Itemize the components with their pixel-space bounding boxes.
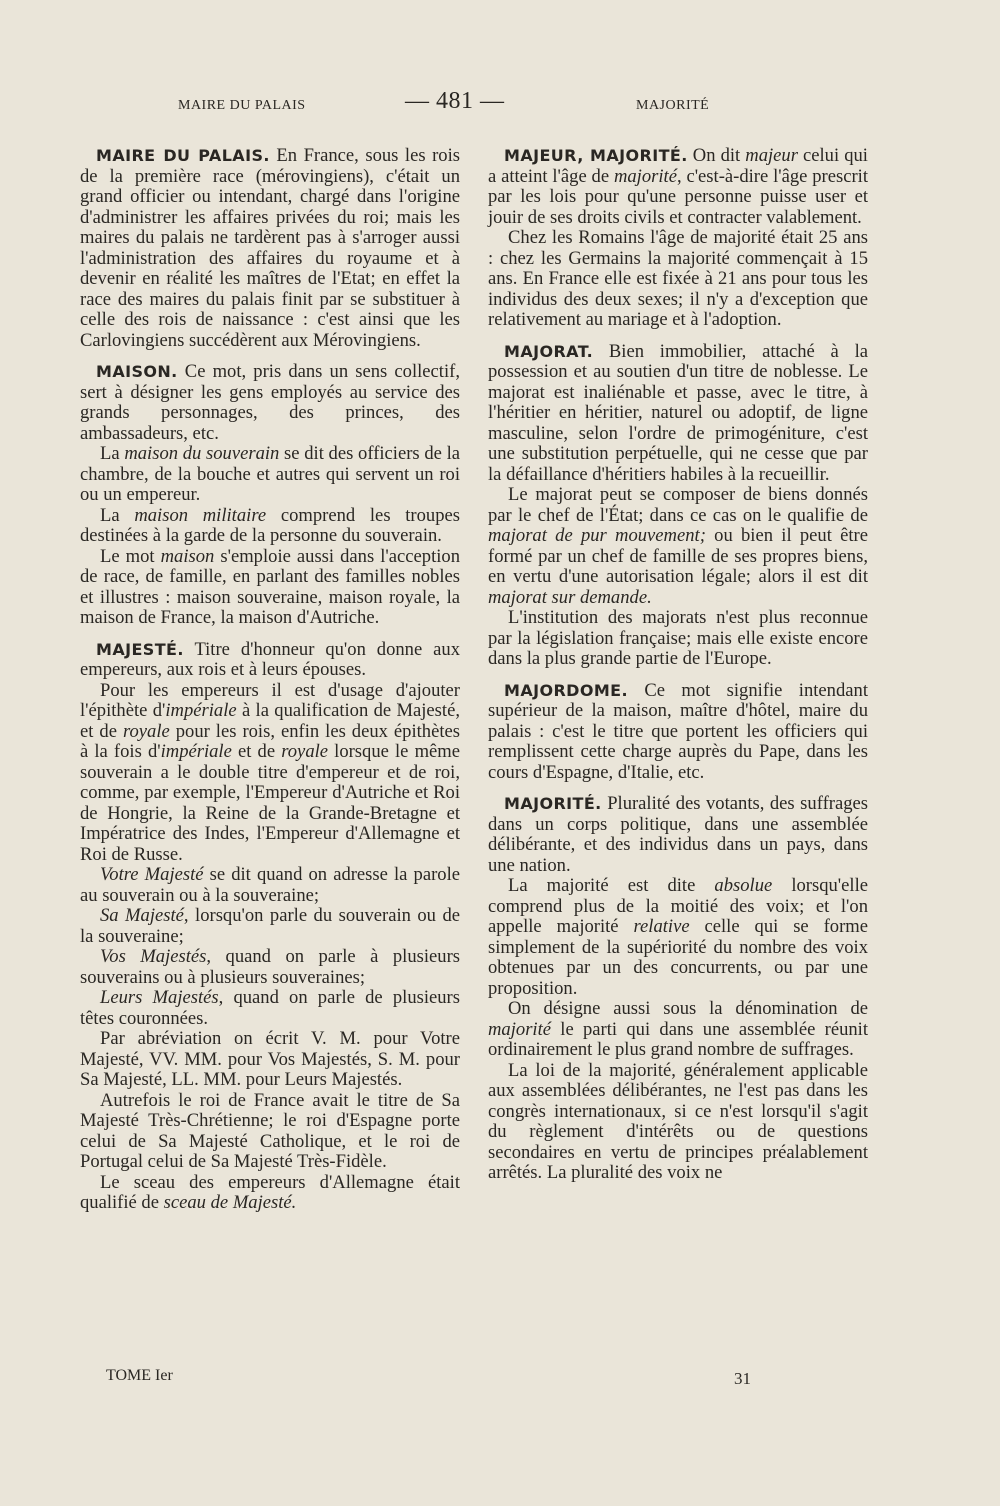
entry-majeur-majorite [488,146,868,331]
signature-mark: TOME Ier [106,1367,173,1384]
right-column [488,146,868,1195]
gathering-number: 31 [734,1369,751,1388]
text-run: et de [231,741,282,762]
entry-paragraph [488,794,868,876]
italic-term: majorité [488,1018,552,1040]
entry-headword: MAJESTÉ. [96,639,184,659]
italic-term: majeur [745,145,798,166]
entry-paragraph [80,906,460,947]
entry-paragraph [80,988,460,1029]
entry-paragraph [80,947,460,988]
entry-paragraph [488,876,868,999]
italic-term: Leurs Majestés [100,987,219,1008]
entry-paragraph [80,865,460,906]
text-run: , lorsqu'on parle du souverain ou de la souveraine; [80,905,460,947]
italic-term: absolue [714,875,773,896]
entry-paragraph [488,681,868,784]
italic-term: impériale [165,700,237,721]
text-run: le parti qui dans une assemblée réunit ordinairement le plus grand nombre de suffrages. [488,1018,868,1060]
entry-maison [80,362,460,629]
entry-headword: MAISON. [96,362,178,381]
entry-paragraph: Chez les Romains l'âge de majorité était 25 ans : chez les Germains la majorité commençait à 15 ans. En France elle est fixée à 21 ans pour tous les individus des deux sexes; il n'y a d'exception que relativement au mariage et à l'adoption. [488,227,868,330]
italic-term: Sa Majesté [100,905,184,926]
entry-majeste [80,640,460,1214]
entry-text: Bien immobilier, attaché à la possession et au soutien d'un titre de noblesse. Le majorat est inaliénable et passe, avec le titre, à l'héritier en héritier, naturel ou adoptif, de ligne masculine, selon l'ordre de primogéniture, c'est une substitution perpétuelle, qui ne cesse que par la défaillance d'héritiers habiles à la recueillir. [488,340,868,485]
entry-paragraph [488,146,868,228]
italic-term: impériale [160,741,232,762]
italic-term: maison du souverain [124,443,280,464]
entry-majorat [488,342,868,670]
entry-paragraph [488,485,868,608]
text-run: , c'est-à-dire l'âge prescrit par les lois pour qu'une personne puisse user et jouir de ses droits civils et contracter valablement. [488,165,869,228]
italic-term: sceau de Majesté. [163,1192,297,1213]
text-run: s'emploie aussi dans l'acception de race, de famille, en parlant des familles nobles et illustres : maison souveraine, maison royale, la maison de France, la maison d'Autriche. [80,545,460,628]
entry-paragraph: L'institution des majorats n'est plus reconnue par la législation française; mais elle existe encore dans la plus grande partie de l'Europe. [488,607,868,669]
entry-text: Titre d'honneur qu'on donne aux empereurs, aux rois et à leurs épouses. [80,638,460,680]
entry-paragraph [488,999,868,1061]
text-run: comprend les troupes destinées à la garde de la personne du souverain. [80,504,460,546]
entry-paragraph [80,506,460,547]
italic-term: royale [122,720,170,742]
text-run: Pour les empereurs il est d'usage d'ajouter l'épithète d' [80,679,460,721]
text-run: à la qualification de Majesté, et de [80,700,460,742]
italic-term: majorat sur demande. [488,586,652,608]
italic-term: majorat de pur mouvement; [488,525,706,546]
entry-text: Ce mot, pris dans un sens collectif, sert à désigner les gens employés au service des grands personnages, des princes, des ambassadeurs, etc. [80,361,460,444]
entry-paragraph [80,1173,460,1214]
text-run: Le mot [100,545,161,567]
text-run: , quand on parle de plusieurs têtes couronnées. [80,987,460,1029]
text-run: celui qui a atteint l'âge de [488,145,868,187]
text-run: pour les rois, enfin les deux épithètes à la fois d' [80,720,460,762]
text-run: La majorité est dite [508,875,715,896]
running-head-left: MAIRE DU PALAIS [178,98,306,113]
text-run: ou bien il peut être formé par un chef de famille de ses propres biens, en vertu d'une autorisation légale; alors il est dit [488,525,868,587]
entry-paragraph [80,640,460,681]
entry-headword: MAIRE DU PALAIS. [96,146,270,165]
entry-paragraph [80,547,460,629]
entry-headword: MAJORAT. [504,341,594,361]
entry-paragraph [80,362,460,444]
page-number: — 481 — [405,88,505,114]
italic-term: relative [633,916,690,937]
entry-maire-du-palais [80,146,460,351]
text-run: lorsque le même souverain a le double titre d'empereur et de roi, comme, par exemple, l'Empereur d'Autriche et Roi de Hongrie, la Reine de la Grande-Bretagne et Impératrice des Indes, l'Empereur d'Allemagne et Roi de Russe. [80,741,460,865]
running-head [0,88,1000,128]
entry-headword: MAJORITÉ. [504,794,602,813]
italic-term: maison [160,545,215,567]
italic-term: majorité [613,165,677,187]
entry-text: En France, sous les rois de la première race (mérovingiens), c'était un grand officier ou intendant, chargé dans l'origine d'administrer les affaires privées du roi; mais les maires du palais ne tardèrent pas à s'arroger aussi l'administration des affaires du royaume et à devenir en réalité les maîtres de l'Etat; en effet la race des maires du palais finit par se substituer à celle des rois de naissance : c'est ainsi que les Carlovingiens succédèrent aux Mérovingiens. [80,145,460,351]
italic-term: Vos Majestés [100,946,207,967]
entry-text: Ce mot signifie intendant supérieur de la maison, maître d'hôtel, maire du palais : c'est le titre que portent les officiers qui remplissent cette charge auprès du Pape, dans les cours d'Espagne, d'Italie, etc. [488,679,868,783]
entry-paragraph [488,342,868,486]
entry-paragraph: Autrefois le roi de France avait le titre de Sa Majesté Très-Chrétienne; le roi d'Espagne porte celui de Sa Majesté Catholique, et le roi de Portugal celui de Sa Majesté Très-Fidèle. [80,1089,460,1172]
entry-headword: MAJORDOME. [504,680,628,700]
entry-paragraph: Par abréviation on écrit V. M. pour Votre Majesté, VV. MM. pour Vos Majestés, S. M. pour Sa Majesté, LL. MM. pour Leurs Majestés. [80,1028,460,1090]
text-run: Le majorat peut se composer de biens donnés par le chef de l'État; dans ce cas on le qualifie de [488,484,868,526]
text-run: se dit quand on adresse la parole au souverain ou à la souveraine; [80,864,460,906]
entry-headword: MAJEUR, MAJORITÉ. [504,146,688,165]
entry-majordome [488,681,868,784]
italic-term: Votre Majesté [100,864,204,885]
left-column [80,146,460,1225]
text-run: La [100,504,135,526]
entry-paragraph [80,444,460,506]
text-run: Le sceau des empereurs d'Allemagne était qualifié de [80,1171,460,1213]
text-run: celle qui se forme simplement de la supériorité du nombre des voix obtenues par un des concurrents, ou par une proposition. [488,916,868,999]
text-run: , quand on parle à plusieurs souverains ou à plusieurs souveraines; [80,946,460,988]
text-run: se dit des officiers de la chambre, de la bouche et autres qui servent un roi ou un empereur. [80,443,461,505]
running-head-right: MAJORITÉ [636,98,710,113]
entry-paragraph [80,681,460,866]
text-run: On dit [692,145,746,166]
italic-term: maison militaire [134,504,267,526]
text-run: lorsqu'elle comprend plus de la moitié des voix; et l'on appelle majorité [488,875,868,937]
italic-term: royale [281,741,329,762]
entry-majorite [488,794,868,1184]
text-run: On désigne aussi sous la dénomination de [508,998,868,1019]
text-run: La [100,443,125,464]
entry-paragraph: La loi de la majorité, généralement applicable aux assemblées délibérantes, ne l'est pas dans les congrès internationaux, si ce n'est lorsqu'il s'agit du règlement d'intérêts ou de questions secondaires en vertu de principes préalablement arrêtés. La pluralité des voix ne [488,1059,868,1183]
entry-text: Pluralité des votants, des suffrages dans un corps politique, dans une assemblée délibérante, et des individus dans un pays, dans une nation. [488,793,868,876]
entry-paragraph [80,146,460,351]
